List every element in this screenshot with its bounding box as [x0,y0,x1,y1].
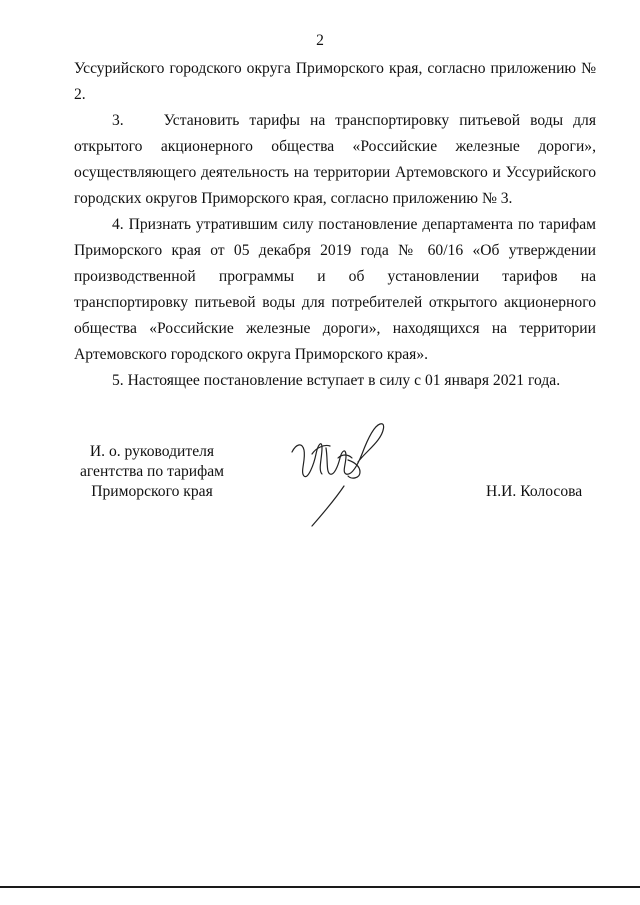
scan-edge-line [0,886,640,888]
paragraph-continuation: Уссурийского городского округа Приморского края, согласно приложению № 2. [74,60,596,103]
document-body [74,56,596,394]
signatory-title [52,442,252,502]
paragraph-item-3: 3. Установить тарифы на транспортировку питьевой воды для открытого акционерного общества «Российские железные дороги», осуществляющего деятельность на территории Артемовского и Уссурийского городских округов Приморского края, согласно приложению № 3. [74,112,596,207]
handwritten-signature [282,414,392,534]
signatory-name: Н.И. Колосова [486,483,583,500]
paragraph-item-4: 4. Признать утратившим силу постановление департамента по тарифам Приморского края от 05 декабря 2019 года № 60/16 «Об утверждении производственной программы и об установлении тарифов на транспортировку питьевой воды для потребителей открытого акционерного общества «Российские железные дороги», находящихся на территории Артемовского городского округа Приморского края». [74,216,596,363]
page-number: 2 [316,32,324,49]
signatory-title-line-2: агентства по тарифам [79,463,225,480]
signatory-title-line-1: И. о. руководителя [89,443,215,460]
signatory-title-line-3: Приморского края [91,483,213,500]
paragraph-item-5: 5. Настоящее постановление вступает в силу с 01 января 2021 года. [112,372,561,389]
